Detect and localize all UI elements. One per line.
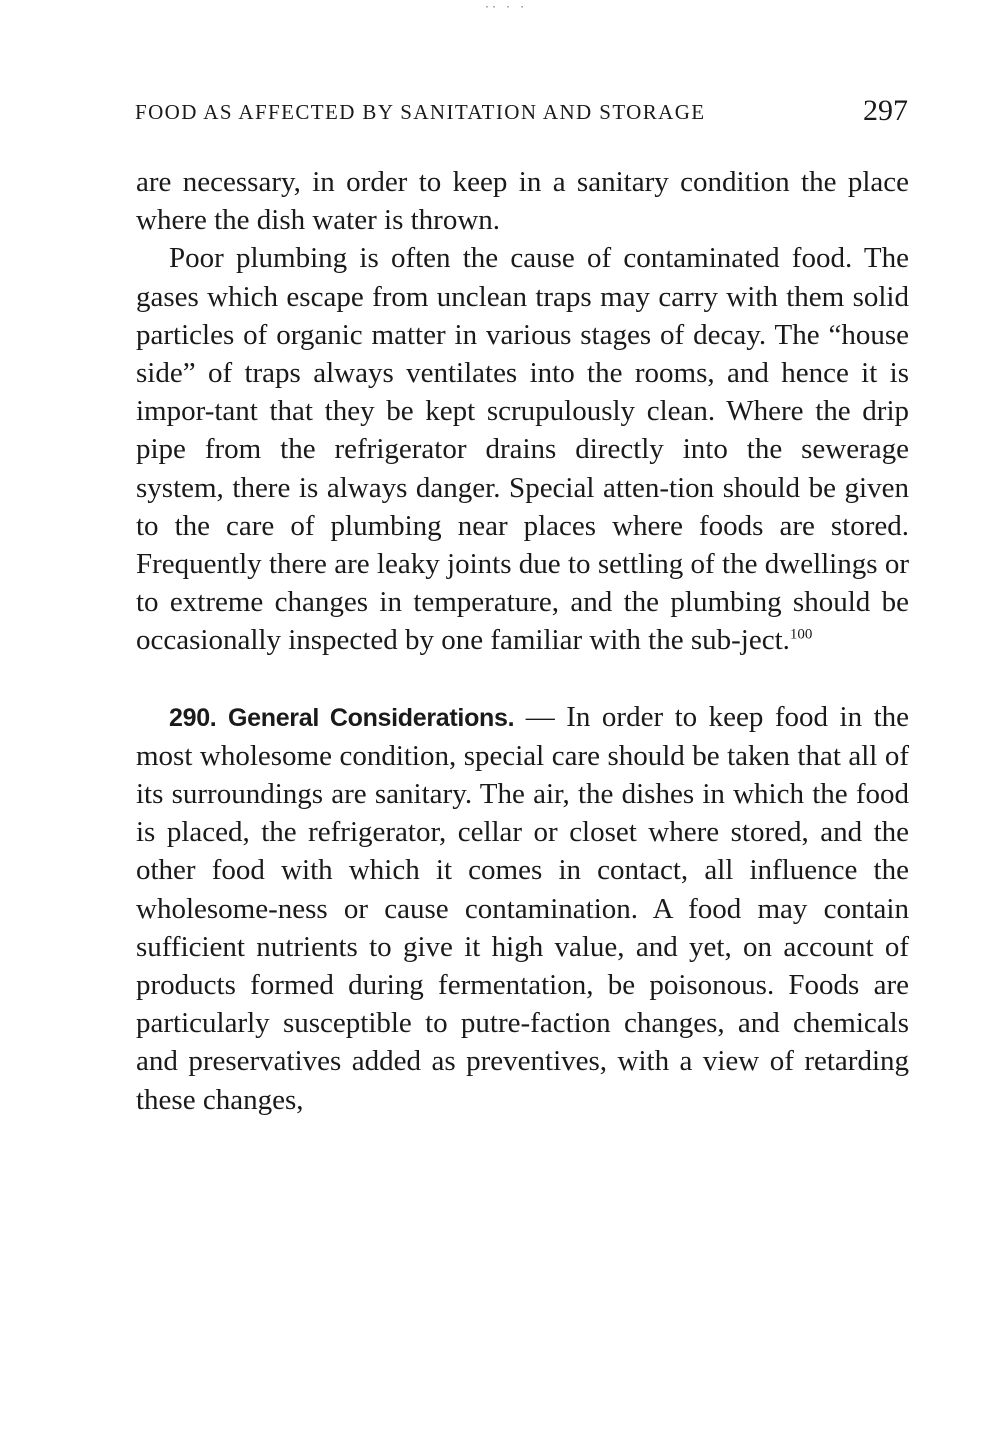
section-290 — [136, 698, 909, 1119]
paragraph-plumbing — [136, 239, 909, 659]
section-title: General Considerations. — [227, 703, 515, 732]
scan-artifact: ·· · · — [484, 2, 527, 13]
body-text — [136, 163, 909, 1119]
section-text: In order to keep food in the most wholesome condition, special care should be taken that all of its surroundings are sanitary. The air, the dishes in which the food is placed, the refrigerator, cellar or closet where stored, and the other food with which it comes in contact, all influence the wholesome-ness or cause contamination. A food may contain sufficient nutrients to give it high value, and yet, on account of products formed during fermentation, be poisonous. Foods are particularly susceptible to putre-faction changes, and chemicals and preservatives added as preventives, with a view of retarding these changes, — [136, 700, 909, 1116]
section-dash: — — [514, 700, 567, 733]
footnote-reference: 100 — [789, 626, 813, 643]
paragraph-continuation: are necessary, in order to keep in a sanitary condition the place where the dish water is thrown. — [136, 166, 909, 237]
page-number: 297 — [863, 94, 908, 127]
section-number: 290. — [169, 703, 217, 732]
paragraph-plumbing-text: Poor plumbing is often the cause of contaminated food. The gases which escape from unclean traps may carry with them solid particles of organic matter in various stages of decay. The “house side” of traps always ventilates into the rooms, and hence it is impor-tant that they be kept scrupulously clean. Where the drip pipe from the refrigerator drains directly into the sewerage system, there is always danger. Special atten-tion should be given to the care of plumbing near places where foods are stored. Frequently there are leaky joints due to settling of the dwellings or to extreme changes in temperature, and the plumbing should be occasionally inspected by one familiar with the sub-ject. — [136, 242, 909, 657]
running-title: FOOD AS AFFECTED BY SANITATION AND STORAGE — [135, 100, 706, 124]
running-head — [135, 96, 910, 130]
